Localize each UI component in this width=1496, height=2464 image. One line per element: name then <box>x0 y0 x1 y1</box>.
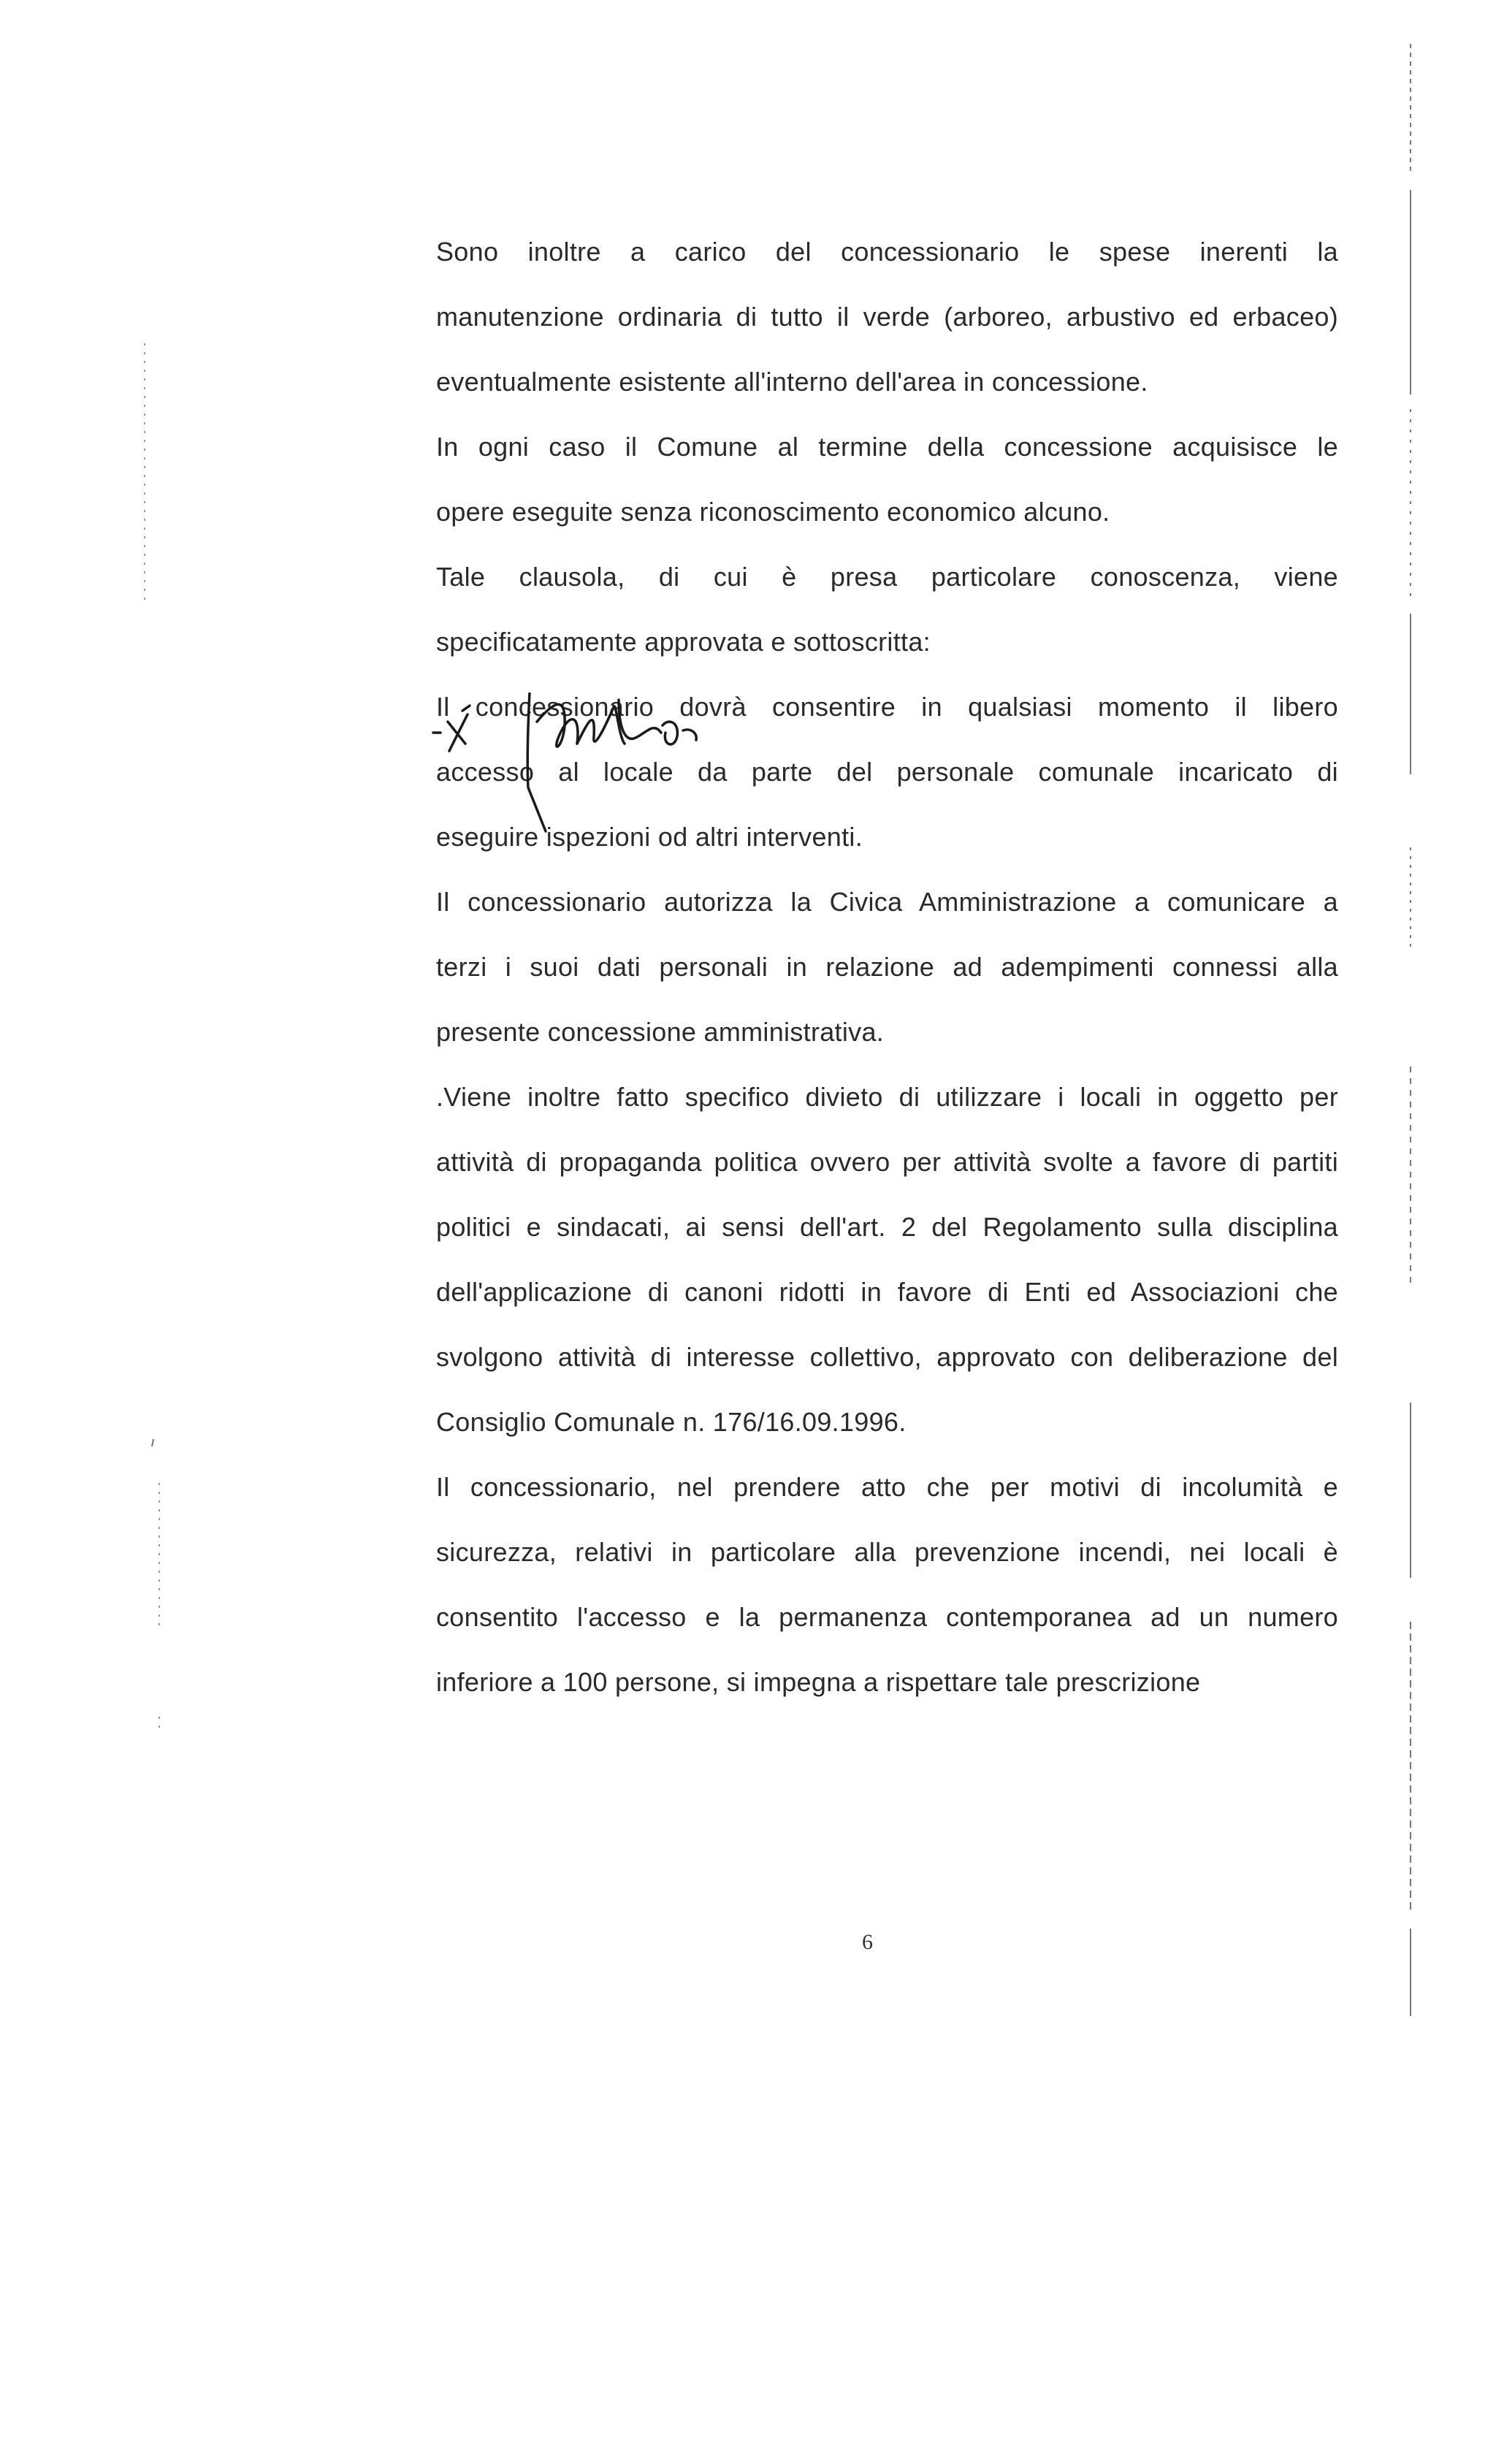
paragraph-6-line-2: attività di propaganda politica ovvero per attività svolte a favore di partiti <box>436 1147 1338 1177</box>
paragraph-5-line-2: terzi i suoi dati personali in relazione ad adempimenti connessi alla <box>436 952 1338 982</box>
paragraph-5-line-3: presente concessione amministrativa. <box>436 1017 885 1047</box>
document-body <box>436 219 1338 1714</box>
paragraph-1-line-2: manutenzione ordinaria di tutto il verde (arboreo, arbustivo ed erbaceo) <box>436 302 1338 332</box>
paragraph-7-line-4: inferiore a 100 persone, si impegna a rispettare tale prescrizione <box>436 1667 1201 1697</box>
paragraph-4-line-1: Il concessionario dovrà consentire in qualsiasi momento il libero <box>436 692 1338 722</box>
paragraph-6-line-3: politici e sindacati, ai sensi dell'art. 2 del Regolamento sulla disciplina <box>436 1212 1338 1242</box>
paragraph-6-line-1: .Viene inoltre fatto specifico divieto di utilizzare i locali in oggetto per <box>436 1082 1338 1112</box>
page-number: 6 <box>862 1930 873 1954</box>
left-margin-scan-marks <box>139 343 168 1731</box>
paragraph-7-line-1: Il concessionario, nel prendere atto che per motivi di incolumità e <box>436 1472 1338 1502</box>
paragraph-3-line-1: Tale clausola, di cui è presa particolare conoscenza, viene <box>436 562 1338 592</box>
paragraph-5-line-1: Il concessionario autorizza la Civica Amministrazione a comunicare a <box>436 887 1338 917</box>
paragraph-1-line-1: Sono inoltre a carico del concessionario le spese inerenti la <box>436 237 1338 267</box>
paragraph-1-line-3: eventualmente esistente all'interno dell'area in concessione. <box>436 367 1148 397</box>
paragraph-2-line-1: In ogni caso il Comune al termine della concessione acquisisce le <box>436 432 1338 462</box>
paragraph-7-line-3: consentito l'accesso e la permanenza contemporanea ad un numero <box>436 1602 1338 1632</box>
right-margin-scan-marks <box>1399 44 1428 2016</box>
handwritten-signature <box>427 693 734 839</box>
paragraph-6-line-4: dell'applicazione di canoni ridotti in favore di Enti ed Associazioni che <box>436 1277 1338 1307</box>
paragraph-2-line-2: opere eseguite senza riconoscimento economico alcuno. <box>436 497 1110 527</box>
paragraph-3-line-2: specificatamente approvata e sottoscritta: <box>436 627 931 657</box>
paragraph-7-line-2: sicurezza, relativi in particolare alla prevenzione incendi, nei locali è <box>436 1537 1338 1567</box>
paragraph-4-line-3: eseguire ispezioni od altri interventi. <box>436 822 863 852</box>
paragraph-6-line-5: svolgono attività di interesse collettivo, approvato con deliberazione del <box>436 1342 1338 1372</box>
paragraph-6-line-6: Consiglio Comunale n. 176/16.09.1996. <box>436 1407 907 1437</box>
paragraph-4-line-2: accesso al locale da parte del personale comunale incaricato di <box>436 757 1338 787</box>
